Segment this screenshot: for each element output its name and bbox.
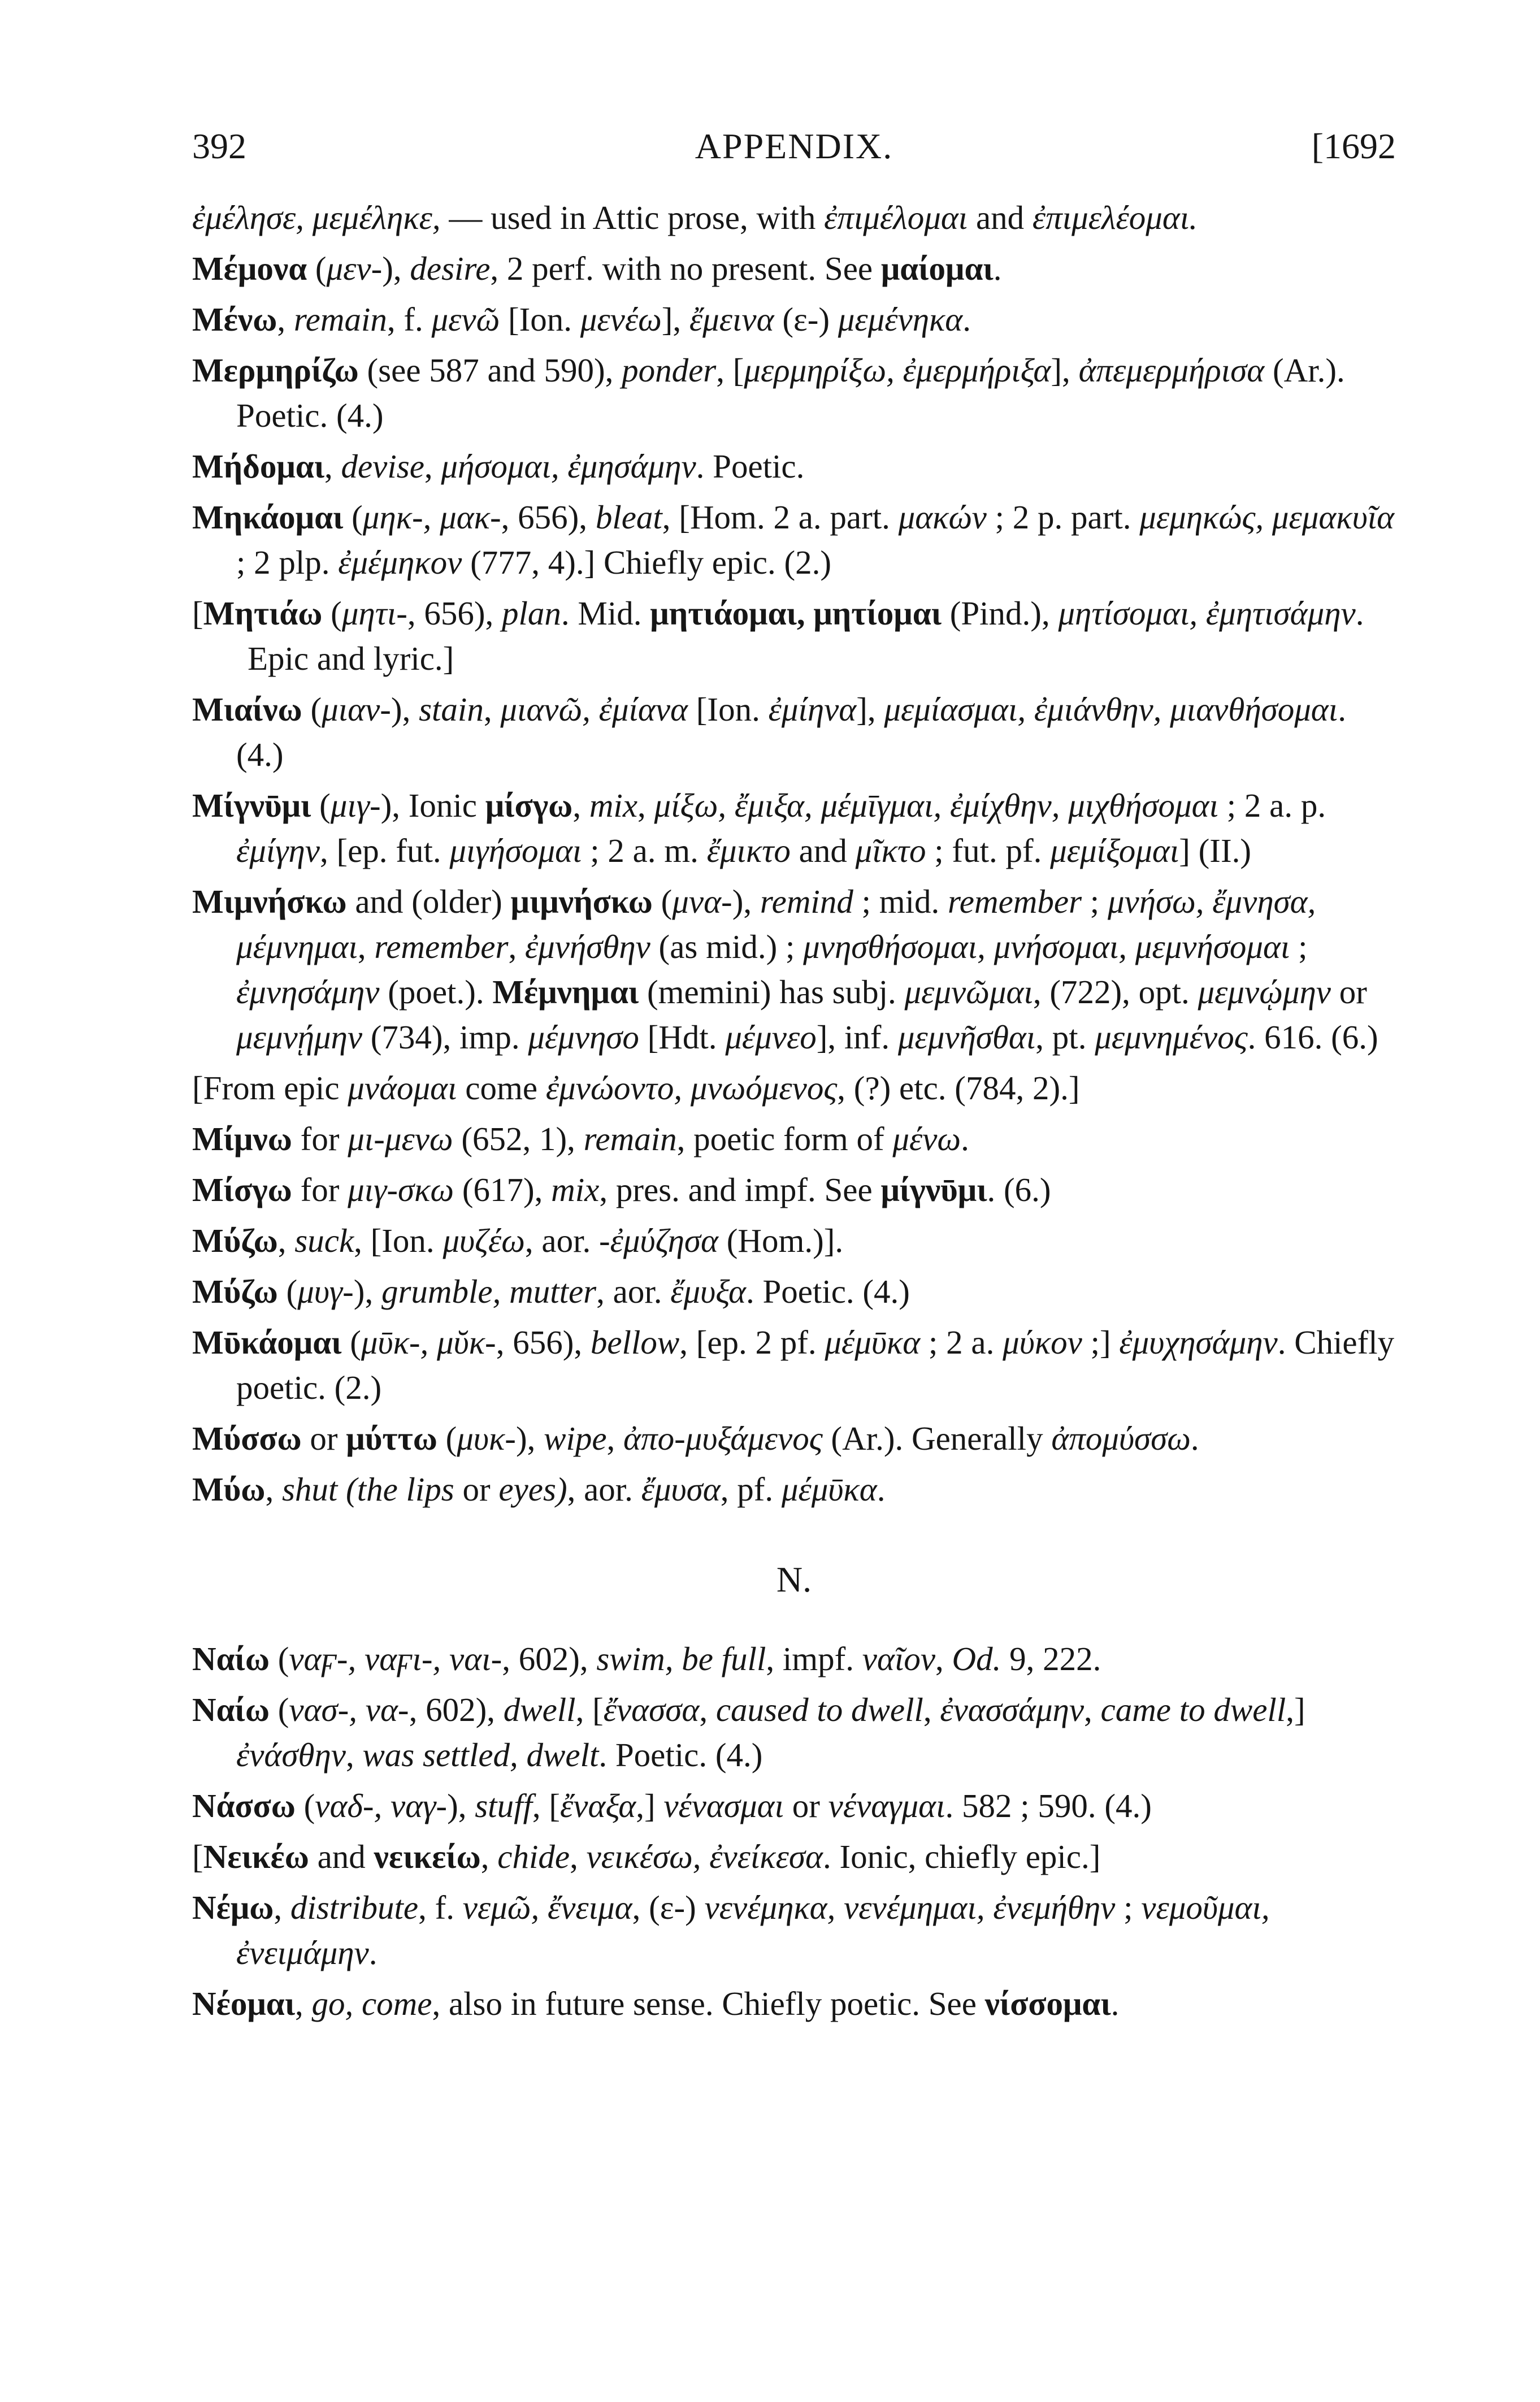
entry-text: or (1330, 973, 1367, 1011)
entry-text: . Poetic. (4.) (745, 1273, 910, 1310)
greek-form: μνάομαι (348, 1069, 457, 1107)
page-header (192, 125, 1396, 171)
entry-text: , (570, 1838, 587, 1875)
greek-bold: μύττω (346, 1420, 437, 1457)
entries-m (192, 195, 1396, 1512)
gloss: eyes) (498, 1471, 567, 1508)
entry-text: ), Ionic (380, 787, 485, 824)
greek-form: μνα- (672, 883, 732, 920)
headword: Ναίω (192, 1691, 270, 1728)
entry-text: ], inf. (816, 1018, 898, 1056)
greek-form: ἀπομύσσω (1051, 1420, 1191, 1457)
entry-text: ; (1290, 928, 1308, 965)
entry-text: , (357, 928, 375, 965)
greek-form: νασ-, να- (289, 1691, 409, 1728)
greek-form: ναδ-, ναγ- (315, 1787, 448, 1824)
gloss: grumble, mutter (381, 1273, 597, 1310)
dictionary-entry (192, 687, 1396, 777)
entry-text: , (?) etc. (784, 2).] (837, 1069, 1080, 1107)
headword: Μένω (192, 301, 277, 338)
greek-form: μυγ- (297, 1273, 354, 1310)
entry-text: , (324, 448, 341, 485)
headword: Μιμνήσκω (192, 883, 347, 920)
gloss: devise (341, 448, 424, 485)
entry-text: (652, 1), (453, 1120, 584, 1157)
entry-text: or (301, 1420, 346, 1457)
greek-form: μεν- (326, 250, 383, 287)
entry-text: ( (277, 1273, 298, 1310)
entry-text: , (483, 691, 501, 728)
entry-text: . (4.) (236, 691, 1346, 773)
entry-text: (734), imp. (362, 1018, 528, 1056)
headword: Νέμω (192, 1889, 274, 1926)
entry-text: , (699, 1691, 716, 1728)
greek-form: ναϝ-, ναϝι-, ναι- (289, 1640, 502, 1677)
gloss: caused to dwell (715, 1691, 923, 1728)
gloss: desire (410, 250, 491, 287)
gloss: came to dwell (1100, 1691, 1286, 1728)
entry-text: [From epic (192, 1069, 348, 1107)
greek-bold: μαίομαι (880, 250, 994, 287)
gloss: was settled, dwelt (362, 1736, 599, 1774)
page-content (192, 195, 1396, 2032)
greek-form: μιανῶ, ἐμίανα (500, 691, 688, 728)
entry-text: (Hom.)]. (718, 1222, 844, 1259)
entry-text: , (480, 1838, 498, 1875)
greek-form: μίξω, ἔμιξα, μέμῑγμαι, ἐμίχθην, μιχθήσομαι (654, 787, 1218, 824)
entry-text: ], (661, 301, 689, 338)
dictionary-entry (192, 1687, 1396, 1777)
entry-text: [Ion. (688, 691, 769, 728)
entry-text: , [Hom. 2 a. part. (662, 498, 899, 536)
greek-bold: μητιάομαι, μητίομαι (650, 595, 942, 632)
greek-form: μιγήσομαι (449, 832, 582, 869)
dictionary-entry (192, 1467, 1396, 1512)
entry-text: ; (1115, 1889, 1142, 1926)
greek-form: μεμίασμαι, ἐμιάνθην, μιανθήσομαι (884, 691, 1338, 728)
entry-text: . 582 ; 590. (4.) (945, 1787, 1152, 1824)
entry-text: ( (343, 498, 363, 536)
entry-text: , poetic form of (676, 1120, 893, 1157)
greek-form: μεμνῴμην (1198, 973, 1331, 1011)
entry-text: . Chiefly poetic. (2.) (236, 1324, 1395, 1406)
dictionary-entry (192, 591, 1396, 681)
greek-form: μεμνημένος (1095, 1018, 1248, 1056)
greek-form: μι-μενω (348, 1120, 453, 1157)
greek-form: μέμῡκα (781, 1471, 877, 1508)
entry-text: . (993, 250, 1002, 287)
gloss: stuff (475, 1787, 532, 1824)
entry-text: (617), (454, 1171, 552, 1208)
entry-text: ,] (1286, 1691, 1305, 1728)
gloss: mix (551, 1171, 600, 1208)
dictionary-entry (192, 1636, 1396, 1681)
entry-text: ; 2 a. p. (1218, 787, 1326, 824)
dictionary-entry (192, 246, 1396, 291)
greek-form: ἀπο-μυξάμενος (623, 1420, 823, 1457)
entry-text: (as mid.) ; (650, 928, 804, 965)
entry-text: ( (311, 787, 331, 824)
greek-form: ἔνασσα (603, 1691, 700, 1728)
gloss: ponder (622, 352, 717, 389)
gloss: bellow (590, 1324, 680, 1361)
entry-text: , (722), opt. (1033, 973, 1198, 1011)
gloss: remember (374, 928, 509, 965)
entry-text: , [ep. fut. (319, 832, 450, 869)
entry-text: , (935, 1640, 952, 1677)
greek-form: μυκ- (457, 1420, 516, 1457)
entry-text: , (265, 1471, 282, 1508)
greek-form: μήσομαι, ἐμησάμην (441, 448, 696, 485)
dictionary-entry (192, 1320, 1396, 1410)
entry-text: (poet.). (379, 973, 493, 1011)
greek-form: μεμένηκα (838, 301, 963, 338)
gloss: remind (760, 883, 853, 920)
entry-text: , (277, 1222, 295, 1259)
entry-text: , (274, 1889, 290, 1926)
greek-form: μηκ-, μακ- (362, 498, 501, 536)
gloss: swim, be full (596, 1640, 766, 1677)
entry-text: . (6.) (987, 1171, 1051, 1208)
entry-text: , aor. (596, 1273, 671, 1310)
headword: Μήδομαι (192, 448, 324, 485)
greek-form: μένω (892, 1120, 961, 1157)
headword: Μύσσω (192, 1420, 302, 1457)
greek-form: μενῶ (431, 301, 500, 338)
greek-form: μεμίξομαι (1050, 832, 1179, 869)
entry-text: , [ (532, 1787, 561, 1824)
greek-form: ἔμυξα (670, 1273, 746, 1310)
entry-text: , (508, 928, 525, 965)
entry-text: , aor. (524, 1222, 600, 1259)
dictionary-entry (192, 783, 1396, 873)
entry-text: , [ (575, 1691, 604, 1728)
entry-text: . Poetic. (4.) (598, 1736, 763, 1774)
entry-text: . Ionic, chiefly epic.] (822, 1838, 1101, 1875)
entry-text: ; (1082, 883, 1108, 920)
entry-text: , pt. (1035, 1018, 1095, 1056)
greek-form: νενέμηκα, νενέμημαι, ἐνεμήθην (704, 1889, 1116, 1926)
entry-text: . Epic and lyric.] (248, 595, 1364, 677)
greek-form: μακών (898, 498, 987, 536)
letter-heading: N. (776, 1559, 812, 1599)
greek-form: ἔμυσα (641, 1471, 721, 1508)
entry-text: ( (269, 1691, 289, 1728)
gloss: remain (583, 1120, 677, 1157)
entry-text: . 616. (6.) (1247, 1018, 1378, 1056)
entry-text: ;] (1082, 1324, 1120, 1361)
headword: Μίγνῡμι (192, 787, 311, 824)
gloss: bleat (595, 498, 662, 536)
greek-form: μνήσω, ἔμνησα, μέμνημαι (236, 883, 1316, 965)
entry-text: . (368, 1934, 378, 1971)
entry-text: ( (307, 250, 327, 287)
greek-form: ἐμυχησάμην (1119, 1324, 1278, 1361)
entry-text: , (637, 787, 654, 824)
entry-text: ), (447, 1787, 475, 1824)
entry-text: . (877, 1471, 886, 1508)
entry-text: ( (269, 1640, 289, 1677)
gloss: plan (502, 595, 561, 632)
greek-form: ἐπιμέλομαι (824, 199, 968, 236)
entry-text: . Mid. (561, 595, 650, 632)
greek-form: μύκον (1003, 1324, 1082, 1361)
entry-text: ], (856, 691, 884, 728)
headword: Μῡκάομαι (192, 1324, 342, 1361)
gloss: stain (419, 691, 484, 728)
entry-text: ; mid. (853, 883, 948, 920)
dictionary-entry (192, 1218, 1396, 1263)
gloss: mix (589, 787, 637, 824)
greek-form: μέμνεο (725, 1018, 817, 1056)
greek-form: ἐπιμελέομαι. (1032, 199, 1198, 236)
greek-form: ἐνασσάμην (940, 1691, 1084, 1728)
gloss: shut (the lips (281, 1471, 454, 1508)
greek-bold: νίσσομαι (984, 1985, 1111, 2022)
greek-form: -ἐμύζησα (599, 1222, 718, 1259)
greek-form: μιγ- (330, 787, 381, 824)
entry-text: , f. (387, 301, 432, 338)
entry-text: ; 2 a. (920, 1324, 1003, 1361)
greek-form: νένασμαι (663, 1787, 784, 1824)
entry-text: , pf. (720, 1471, 782, 1508)
entry-text: . (961, 1120, 969, 1157)
gloss: dwell (503, 1691, 576, 1728)
entry-text: and (968, 199, 1033, 236)
dictionary-entry (192, 444, 1396, 489)
section-number: [1692 (1311, 126, 1396, 166)
entry-text: (memini) has subj. (639, 973, 905, 1011)
entry-text: , [Ion. (354, 1222, 443, 1259)
entry-text: (777, 4).] Chiefly epic. (2.) (462, 544, 832, 581)
greek-form: ἐμνώοντο, μνωόμενος (545, 1069, 838, 1107)
entry-text: ; 2 p. part. (986, 498, 1140, 536)
entry-text: , also in future sense. Chiefly poetic. See (432, 1985, 985, 2022)
headword: Νεικέω (203, 1838, 309, 1875)
entry-text: , (345, 1736, 363, 1774)
entry-text: [Hdt. (639, 1018, 726, 1056)
headword: Μέμονα (192, 250, 307, 287)
entry-text: for (292, 1171, 348, 1208)
greek-form: μιαν- (322, 691, 391, 728)
entry-text: (see 587 and 590), (358, 352, 622, 389)
headword: Μίμνω (192, 1120, 292, 1157)
entry-text: , pres. and impf. See (599, 1171, 881, 1208)
page-number: 392 (192, 126, 246, 166)
entry-text: (Pind.), (941, 595, 1059, 632)
entry-text: , aor. (567, 1471, 641, 1508)
entry-text: , (294, 1985, 312, 2022)
greek-form: ἔμικτο (706, 832, 791, 869)
dictionary-entry (192, 1783, 1396, 1828)
greek-form: νεικέσω, ἐνείκεσα (586, 1838, 823, 1875)
headword: Μέμνημαι (492, 973, 639, 1011)
gloss: wipe (544, 1420, 607, 1457)
entry-text: 9, 222. (1001, 1640, 1101, 1677)
greek-form: ἔμεινα (689, 301, 774, 338)
entry-text: , f. (418, 1889, 463, 1926)
greek-form: μητίσομαι, ἐμητισάμην (1058, 595, 1356, 632)
greek-form: ἐμίηνα (768, 691, 857, 728)
gloss: chide (497, 1838, 570, 1875)
greek-form: ἐμίγην (236, 832, 320, 869)
entry-text: , 656), (501, 498, 596, 536)
headword: Μηκάομαι (192, 498, 344, 536)
headword: Μερμηρίζω (192, 352, 359, 389)
greek-form: μυζέω (443, 1222, 525, 1259)
dictionary-entry (192, 1885, 1396, 1975)
entry-text: [ (192, 1838, 203, 1875)
dictionary-entry (192, 1116, 1396, 1161)
greek-form: ἐνάσθην (236, 1736, 346, 1774)
headword: Μίσγω (192, 1171, 292, 1208)
dictionary-entry (192, 297, 1396, 342)
greek-bold: νεικείω (374, 1838, 481, 1875)
greek-form: ναῖον (862, 1640, 936, 1677)
entry-text: , 602), (409, 1691, 504, 1728)
entry-text: ( (295, 1787, 315, 1824)
running-title: APPENDIX. (695, 126, 893, 166)
entry-text: , (606, 1420, 624, 1457)
entries-n (192, 1636, 1396, 2026)
greek-form: μεμηκώς, μεμακυῖα (1139, 498, 1395, 536)
greek-form: ἐμέλησε, μεμέληκε, (192, 199, 449, 236)
headword: Μητιάω (203, 595, 323, 632)
entry-text: . (1110, 1985, 1120, 2022)
entry-text: , [ (716, 352, 744, 389)
entry-text: ], (1051, 352, 1079, 389)
headword: Νέομαι (192, 1985, 295, 2022)
entry-text: ; fut. pf. (926, 832, 1051, 869)
headword: Μιαίνω (192, 691, 302, 728)
entry-text: , (ε-) (632, 1889, 705, 1926)
dictionary-entry (192, 879, 1396, 1060)
dictionary-entry (192, 1834, 1396, 1879)
headword: Νάσσω (192, 1787, 296, 1824)
entry-text: , (424, 448, 441, 485)
entry-text: or (454, 1471, 499, 1508)
gloss: distribute (290, 1889, 419, 1926)
greek-form: ἐμέμηκον (338, 544, 462, 581)
entry-text: , 656), (407, 595, 502, 632)
greek-form: νεμοῦμαι, ἐνειμάμην (236, 1889, 1270, 1971)
entry-text: ( (341, 1324, 361, 1361)
entry-text: — used in Attic prose, with (449, 199, 825, 236)
entry-text: (Ar.). Generally (822, 1420, 1052, 1457)
gloss: remember (948, 883, 1082, 920)
dictionary-entry (192, 1167, 1396, 1212)
greek-form: μέμνησο (528, 1018, 639, 1056)
entry-text: ), (391, 691, 419, 728)
entry-text: , [ep. 2 pf. (679, 1324, 825, 1361)
greek-bold: μίσγω (485, 787, 573, 824)
greek-bold: μιμνήσκω (510, 883, 653, 920)
entry-text: ( (652, 883, 673, 920)
entry-text: , 656), (496, 1324, 591, 1361)
entry-text: and (309, 1838, 374, 1875)
entry-text: . (962, 301, 971, 338)
gloss: Od. (952, 1640, 1001, 1677)
gloss: remain (293, 301, 387, 338)
entry-text: or (784, 1787, 828, 1824)
entry-text: and (790, 832, 856, 869)
dictionary-entry (192, 1981, 1396, 2026)
greek-form: νεμῶ, ἔνειμα (462, 1889, 632, 1926)
gloss: suck (294, 1222, 354, 1259)
greek-form: μέμῡκα (825, 1324, 921, 1361)
headword: Μύζω (192, 1222, 278, 1259)
dictionary-entry (192, 195, 1396, 240)
entry-text: , (923, 1691, 940, 1728)
greek-bold: μίγνῡμι (880, 1171, 987, 1208)
dictionary-entry (192, 1065, 1396, 1111)
entry-text: , 2 perf. with no present. See (490, 250, 881, 287)
entry-text: and (older) (346, 883, 511, 920)
entry-text: . Poetic. (696, 448, 805, 485)
entry-text: ), (515, 1420, 544, 1457)
headword: Ναίω (192, 1640, 270, 1677)
entry-text: ; 2 plp. (236, 544, 339, 581)
entry-text: , impf. (766, 1640, 862, 1677)
entry-text: ; 2 a. m. (582, 832, 707, 869)
greek-form: μιγ-σκω (348, 1171, 454, 1208)
greek-form: νέναγμαι (828, 1787, 945, 1824)
entry-text: ), (382, 250, 410, 287)
entry-text: . (1190, 1420, 1199, 1457)
entry-text: ( (322, 595, 342, 632)
dictionary-entry (192, 348, 1396, 438)
entry-text: [ (192, 595, 203, 632)
greek-form: ἐμνησάμην (236, 973, 380, 1011)
entry-text: come (457, 1069, 546, 1107)
greek-form: μητι- (341, 595, 407, 632)
entry-text: ), (353, 1273, 381, 1310)
greek-form: μεμνῄμην (236, 1018, 363, 1056)
greek-form: μερμηρίξω, ἐμερμήριξα (744, 352, 1051, 389)
entry-text: ,] (636, 1787, 664, 1824)
greek-form: μεμνῶμαι (904, 973, 1033, 1011)
entry-text: ] (II.) (1179, 832, 1252, 869)
greek-form: ἀπεμερμήρισα (1078, 352, 1265, 389)
entry-text: , (572, 787, 589, 824)
entry-text: for (292, 1120, 348, 1157)
greek-form: μεμνῆσθαι (897, 1018, 1036, 1056)
entry-text: [Ion. (500, 301, 580, 338)
greek-form: μῖκτο (855, 832, 926, 869)
entry-text: (Ar.). Poetic. (4.) (236, 352, 1345, 434)
greek-form: μενέω (580, 301, 662, 338)
entry-text: ), (732, 883, 760, 920)
entry-text: , (1084, 1691, 1101, 1728)
entry-text: ( (437, 1420, 457, 1457)
entry-text: , 602), (502, 1640, 597, 1677)
entry-text: (ε-) (774, 301, 838, 338)
greek-form: ἔναξα (560, 1787, 636, 1824)
dictionary-entry (192, 495, 1396, 585)
greek-form: ἐμνήσθην (524, 928, 650, 965)
headword: Μύω (192, 1471, 266, 1508)
gloss: go, come (311, 1985, 432, 2022)
greek-form: μνησθήσομαι, μνήσομαι, μεμνήσομαι (803, 928, 1290, 965)
dictionary-entry (192, 1269, 1396, 1314)
dictionary-entry (192, 1416, 1396, 1461)
headword: Μύζω (192, 1273, 278, 1310)
greek-form: μῡκ-, μῠκ- (361, 1324, 496, 1361)
entry-text: , (277, 301, 294, 338)
entry-text: ( (302, 691, 322, 728)
